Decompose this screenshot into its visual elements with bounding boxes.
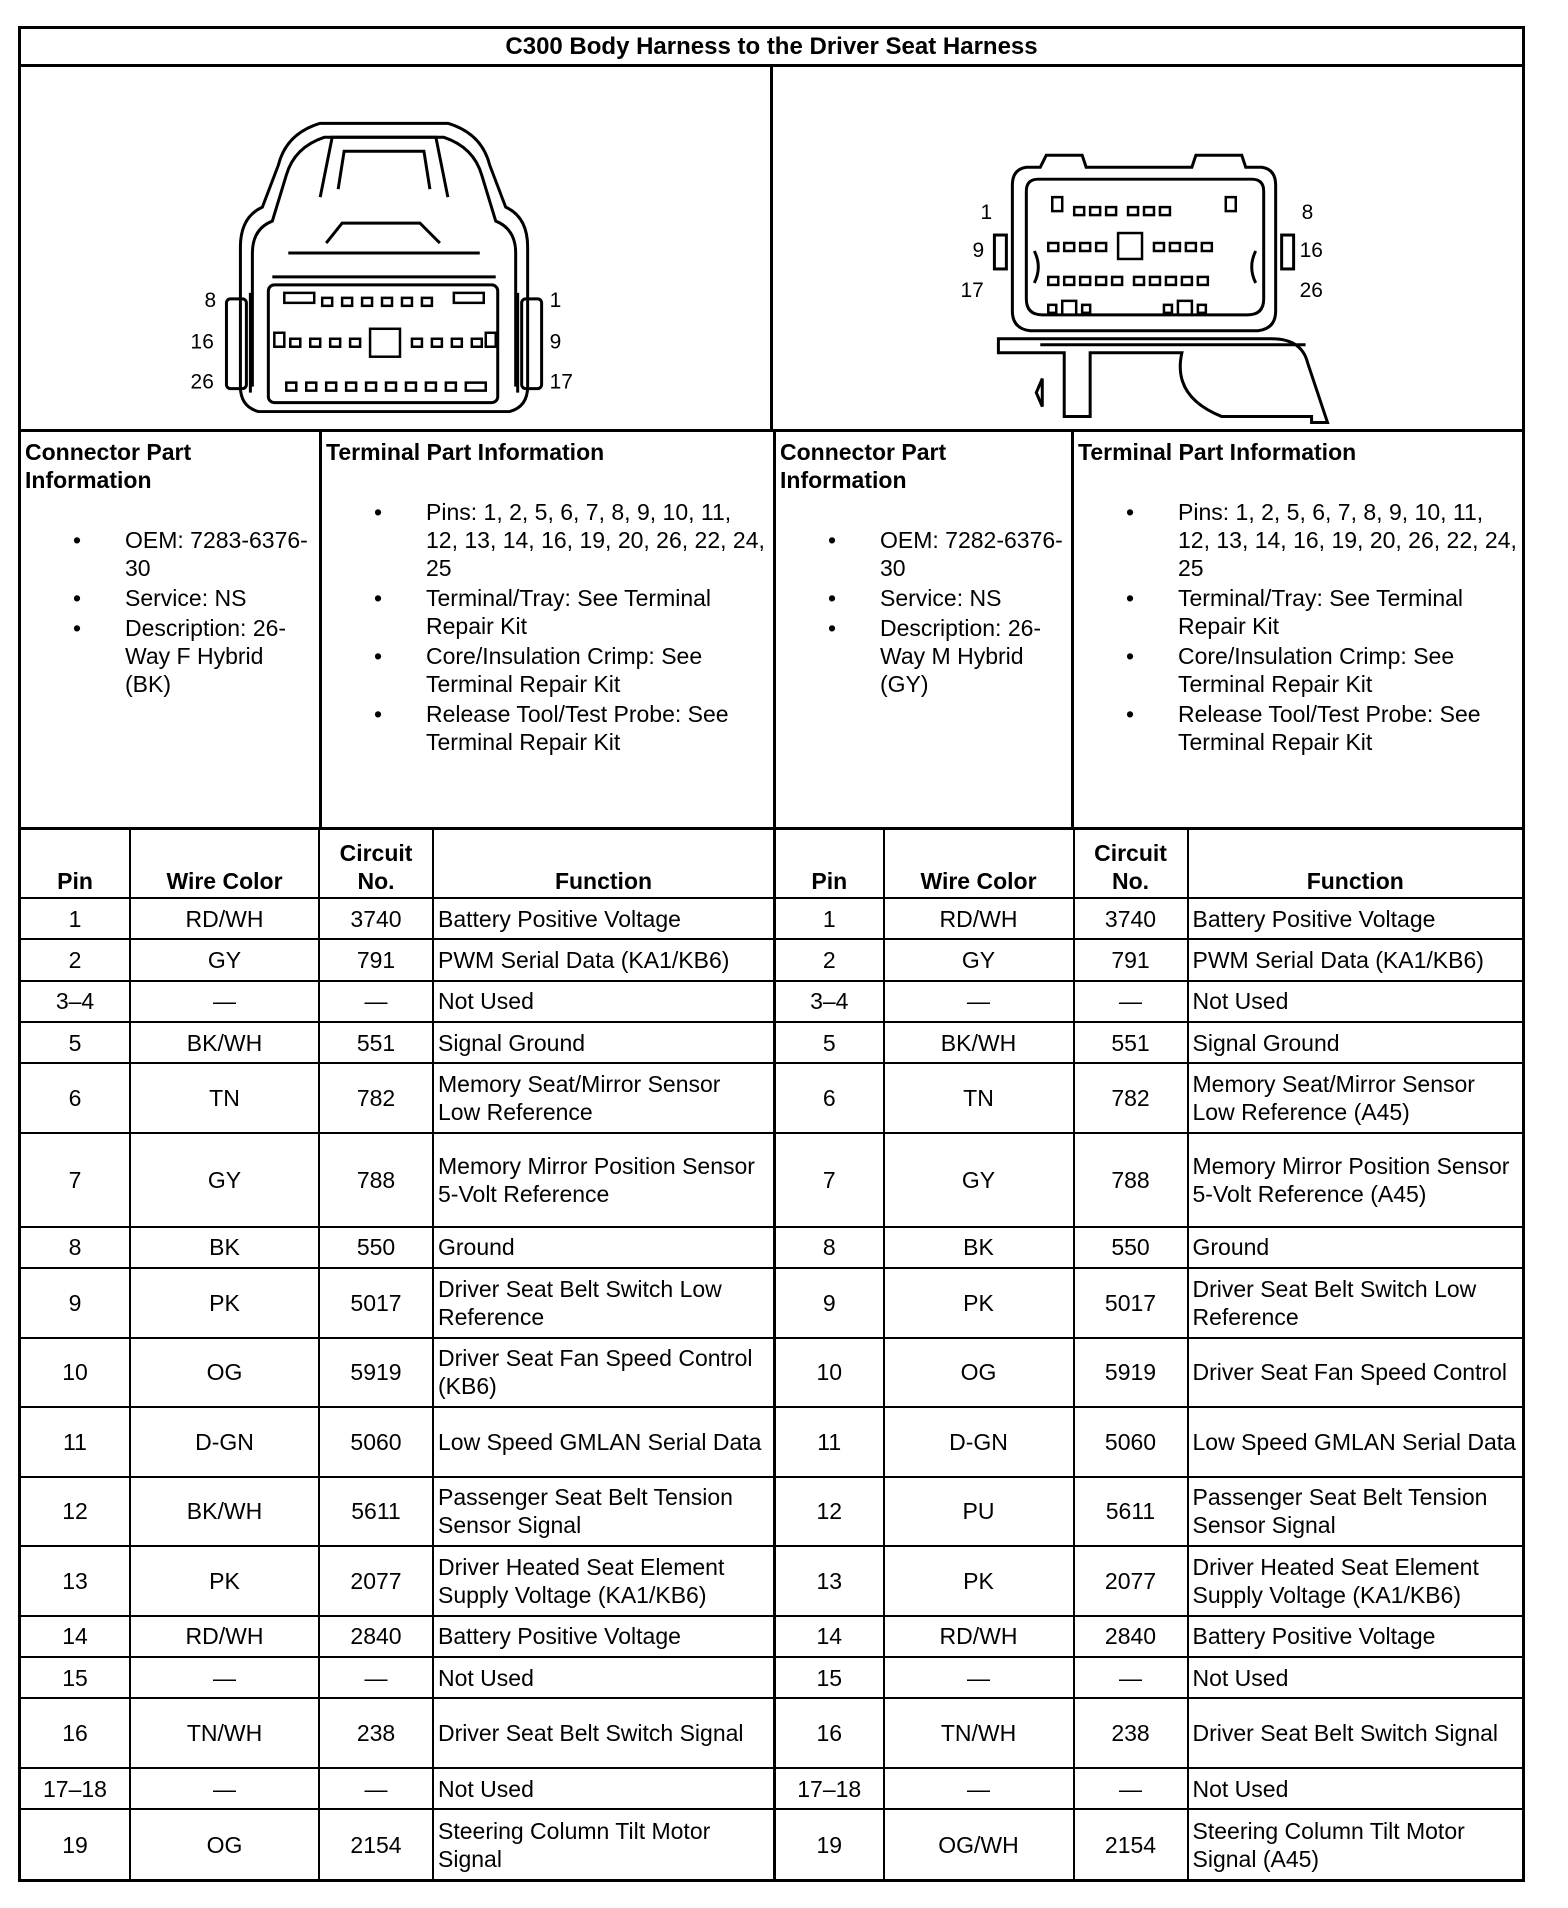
circuit-header: Circuit No. [319,830,433,898]
function-cell: Memory Seat/Mirror Sensor Low Reference (A45) [1188,1063,1523,1133]
table-row [21,1133,773,1227]
pin-label-17: 17 [960,278,984,302]
circuit-cell: 2154 [319,1809,433,1879]
table-row [775,1546,1523,1616]
function-cell: Battery Positive Voltage [433,898,773,939]
wire-color-cell: GY [130,939,319,980]
wire-color-header: Wire Color [884,830,1074,898]
circuit-cell: — [319,1768,433,1809]
wire-color-cell: RD/WH [884,898,1074,939]
wire-color-cell: — [130,1657,319,1698]
list-item: • Release Tool/Test Probe: See Terminal Repair Kit [1126,701,1481,755]
circuit-cell: 550 [1074,1227,1188,1268]
table-row [775,1477,1523,1547]
circuit-cell: 782 [319,1063,433,1133]
circuit-cell: 782 [1074,1063,1188,1133]
table-row [21,939,773,980]
wire-color-cell: OG [130,1809,319,1879]
right-pinout-table [773,830,1522,1879]
circuit-cell: 788 [319,1133,433,1227]
circuit-cell: 550 [319,1227,433,1268]
pin-cell: 15 [775,1657,884,1698]
pin-label-16: 16 [190,330,214,354]
terminal-info-heading: Terminal Part Information [1078,439,1357,465]
function-cell: Memory Mirror Position Sensor 5-Volt Reference [433,1133,773,1227]
terminal-info-heading: Terminal Part Information [326,439,605,465]
table-row [21,1616,773,1657]
pin-cell: 6 [21,1063,130,1133]
pin-cell: 5 [21,1022,130,1063]
pin-cell: 9 [21,1268,130,1338]
circuit-cell: 5017 [319,1268,433,1338]
table-row [21,981,773,1022]
circuit-cell: 5611 [319,1477,433,1547]
pin-label-1: 1 [980,201,993,225]
list-item: • Pins: 1, 2, 5, 6, 7, 8, 9, 10, 11, 12, 13, 14, 16, 19, 20, 26, 22, 24, 25 [1126,499,1517,581]
list-item: • Core/Insulation Crimp: See Terminal Repair Kit [1126,643,1455,697]
circuit-cell: 2154 [1074,1809,1188,1879]
wire-color-cell: — [884,1657,1074,1698]
list-item: • Description: 26-Way F Hybrid (BK) [73,615,287,697]
function-cell: PWM Serial Data (KA1/KB6) [433,939,773,980]
circuit-cell: 5919 [1074,1338,1188,1408]
function-cell: Driver Seat Fan Speed Control [1188,1338,1523,1408]
wire-color-cell: TN [884,1063,1074,1133]
list-item: • OEM: 7283-6376-30 [73,527,308,581]
function-cell: Passenger Seat Belt Tension Sensor Signal [433,1477,773,1547]
function-cell: Ground [433,1227,773,1268]
function-cell: Driver Seat Belt Switch Low Reference [1188,1268,1523,1338]
pinout-tables [21,830,1522,1879]
table-row [775,1227,1523,1268]
wire-color-cell: GY [130,1133,319,1227]
list-item: • Core/Insulation Crimp: See Terminal Repair Kit [374,643,703,697]
list-item: • Release Tool/Test Probe: See Terminal Repair Kit [374,701,729,755]
pin-cell: 11 [775,1407,884,1477]
wire-color-cell: PK [884,1546,1074,1616]
wire-color-cell: PK [130,1546,319,1616]
pin-cell: 3–4 [21,981,130,1022]
function-cell: Memory Seat/Mirror Sensor Low Reference [433,1063,773,1133]
part-information [21,432,1522,830]
list-item: • Service: NS [828,585,1002,611]
circuit-cell: — [1074,1657,1188,1698]
wire-color-cell: BK/WH [130,1022,319,1063]
pin-cell: 12 [21,1477,130,1547]
pin-label-8: 8 [1301,201,1314,225]
function-header: Function [433,830,773,898]
pin-cell: 13 [21,1546,130,1616]
table-row [21,1546,773,1616]
wire-color-cell: — [884,981,1074,1022]
circuit-cell: 3740 [319,898,433,939]
wire-color-cell: D-GN [130,1407,319,1477]
function-cell: Memory Mirror Position Sensor 5-Volt Reference (A45) [1188,1133,1523,1227]
function-cell: Ground [1188,1227,1523,1268]
wire-color-cell: OG [884,1338,1074,1408]
list-item: • Service: NS [73,585,247,611]
table-row [21,1063,773,1133]
list-item: • Description: 26-Way M Hybrid (GY) [828,615,1042,697]
wire-color-cell: GY [884,1133,1074,1227]
function-cell: Low Speed GMLAN Serial Data [433,1407,773,1477]
pin-label-9: 9 [972,238,985,262]
pin-cell: 19 [775,1809,884,1879]
pin-cell: 14 [775,1616,884,1657]
pin-cell: 5 [775,1022,884,1063]
function-cell: Battery Positive Voltage [1188,1616,1523,1657]
pin-cell: 1 [21,898,130,939]
function-cell: Not Used [1188,1768,1523,1809]
table-row [775,1698,1523,1768]
table-row [775,898,1523,939]
pin-cell: 10 [775,1338,884,1408]
circuit-cell: 791 [319,939,433,980]
wire-color-cell: TN [130,1063,319,1133]
function-cell: Battery Positive Voltage [433,1616,773,1657]
male-connector-drawing [773,67,1522,429]
table-row [21,1477,773,1547]
pin-label-1: 1 [549,288,562,312]
pin-cell: 12 [775,1477,884,1547]
pin-cell: 16 [775,1698,884,1768]
table-row [21,1657,773,1698]
function-cell: Driver Seat Belt Switch Signal [1188,1698,1523,1768]
table-row [775,1407,1523,1477]
wire-color-header: Wire Color [130,830,319,898]
pin-label-26: 26 [190,370,214,394]
table-row [775,1268,1523,1338]
circuit-cell: 551 [319,1022,433,1063]
wire-color-cell: RD/WH [130,898,319,939]
wire-color-cell: BK/WH [130,1477,319,1547]
function-cell: Signal Ground [433,1022,773,1063]
pin-header: Pin [775,830,884,898]
list-item: • Terminal/Tray: See Terminal Repair Kit [1126,585,1464,639]
wire-color-cell: GY [884,939,1074,980]
table-row [775,1616,1523,1657]
pin-label-8: 8 [204,288,217,312]
pin-cell: 19 [21,1809,130,1879]
table-row [775,1133,1523,1227]
table-row [775,1768,1523,1809]
wire-color-cell: RD/WH [130,1616,319,1657]
pin-cell: 6 [775,1063,884,1133]
circuit-cell: 3740 [1074,898,1188,939]
pin-cell: 17–18 [775,1768,884,1809]
function-cell: Steering Column Tilt Motor Signal (A45) [1188,1809,1523,1879]
table-row [775,1657,1523,1698]
function-cell: Not Used [1188,1657,1523,1698]
female-connector-drawing [21,67,770,429]
wire-color-cell: OG [130,1338,319,1408]
function-cell: Low Speed GMLAN Serial Data [1188,1407,1523,1477]
function-cell: Not Used [433,1657,773,1698]
function-cell: Not Used [433,1768,773,1809]
list-item: • OEM: 7282-6376-30 [828,527,1063,581]
wire-color-cell: PU [884,1477,1074,1547]
circuit-cell: 5919 [319,1338,433,1408]
function-cell: Not Used [1188,981,1523,1022]
pin-label-9: 9 [549,330,562,354]
wire-color-cell: — [130,1768,319,1809]
circuit-cell: 2077 [319,1546,433,1616]
table-row [21,1227,773,1268]
table-row [775,1063,1523,1133]
wire-color-cell: BK/WH [884,1022,1074,1063]
pin-cell: 17–18 [21,1768,130,1809]
pin-cell: 7 [775,1133,884,1227]
circuit-cell: 5611 [1074,1477,1188,1547]
circuit-header: Circuit No. [1074,830,1188,898]
list-item: • Terminal/Tray: See Terminal Repair Kit [374,585,712,639]
table-row [21,1022,773,1063]
wire-color-cell: RD/WH [884,1616,1074,1657]
pin-cell: 16 [21,1698,130,1768]
pin-cell: 14 [21,1616,130,1657]
circuit-cell: — [1074,1768,1188,1809]
connector-figures [21,67,1522,432]
circuit-cell: — [319,1657,433,1698]
table-row [775,1809,1523,1879]
wire-color-cell: — [884,1768,1074,1809]
function-cell: Driver Seat Fan Speed Control (KB6) [433,1338,773,1408]
function-cell: Battery Positive Voltage [1188,898,1523,939]
wire-color-cell: OG/WH [884,1809,1074,1879]
pin-label-26: 26 [1299,278,1323,302]
connector-sheet [18,26,1525,1882]
right-connector-part-info [773,432,1071,827]
function-cell: PWM Serial Data (KA1/KB6) [1188,939,1523,980]
circuit-cell: — [1074,981,1188,1022]
function-header: Function [1188,830,1523,898]
circuit-cell: 5017 [1074,1268,1188,1338]
pin-cell: 2 [775,939,884,980]
wire-color-cell: PK [884,1268,1074,1338]
pin-cell: 1 [775,898,884,939]
pin-cell: 3–4 [775,981,884,1022]
circuit-cell: — [319,981,433,1022]
right-connector-figure [770,67,1522,429]
list-item: • Pins: 1, 2, 5, 6, 7, 8, 9, 10, 11, 12, 13, 14, 16, 19, 20, 26, 22, 24, 25 [374,499,765,581]
pin-cell: 15 [21,1657,130,1698]
table-row [775,1338,1523,1408]
function-cell: Steering Column Tilt Motor Signal [433,1809,773,1879]
wire-color-cell: TN/WH [884,1698,1074,1768]
function-cell: Not Used [433,981,773,1022]
table-row [21,1809,773,1879]
pin-label-16: 16 [1299,238,1323,262]
wire-color-cell: D-GN [884,1407,1074,1477]
circuit-cell: 2840 [1074,1616,1188,1657]
circuit-cell: 5060 [319,1407,433,1477]
function-cell: Driver Heated Seat Element Supply Voltage (KA1/KB6) [433,1546,773,1616]
wire-color-cell: PK [130,1268,319,1338]
left-terminal-part-info [319,432,773,827]
circuit-cell: 238 [1074,1698,1188,1768]
table-row [775,981,1523,1022]
wire-color-cell: — [130,981,319,1022]
pin-cell: 7 [21,1133,130,1227]
connector-info-heading: Connector Part Information [780,439,947,493]
pin-cell: 13 [775,1546,884,1616]
pin-header: Pin [21,830,130,898]
circuit-cell: 791 [1074,939,1188,980]
circuit-cell: 2077 [1074,1546,1188,1616]
table-row [775,1022,1523,1063]
table-row [21,898,773,939]
pin-cell: 8 [775,1227,884,1268]
right-terminal-part-info [1071,432,1522,827]
function-cell: Signal Ground [1188,1022,1523,1063]
table-row [21,1698,773,1768]
circuit-cell: 5060 [1074,1407,1188,1477]
table-row [21,1407,773,1477]
left-pinout-table [21,830,773,1879]
circuit-cell: 788 [1074,1133,1188,1227]
page-title: C300 Body Harness to the Driver Seat Harness [21,29,1522,67]
left-connector-figure [21,67,770,429]
pin-cell: 10 [21,1338,130,1408]
table-row [21,1768,773,1809]
function-cell: Driver Seat Belt Switch Signal [433,1698,773,1768]
table-row [775,939,1523,980]
wire-color-cell: BK [884,1227,1074,1268]
pin-cell: 11 [21,1407,130,1477]
pin-label-17: 17 [549,370,573,394]
pin-cell: 9 [775,1268,884,1338]
pin-cell: 8 [21,1227,130,1268]
table-row [21,1338,773,1408]
function-cell: Driver Seat Belt Switch Low Reference [433,1268,773,1338]
function-cell: Driver Heated Seat Element Supply Voltage (KA1/KB6) [1188,1546,1523,1616]
circuit-cell: 551 [1074,1022,1188,1063]
circuit-cell: 2840 [319,1616,433,1657]
connector-info-heading: Connector Part Information [25,439,192,493]
function-cell: Passenger Seat Belt Tension Sensor Signal [1188,1477,1523,1547]
wire-color-cell: TN/WH [130,1698,319,1768]
pin-cell: 2 [21,939,130,980]
table-row [21,1268,773,1338]
circuit-cell: 238 [319,1698,433,1768]
left-connector-part-info [21,432,319,827]
wire-color-cell: BK [130,1227,319,1268]
